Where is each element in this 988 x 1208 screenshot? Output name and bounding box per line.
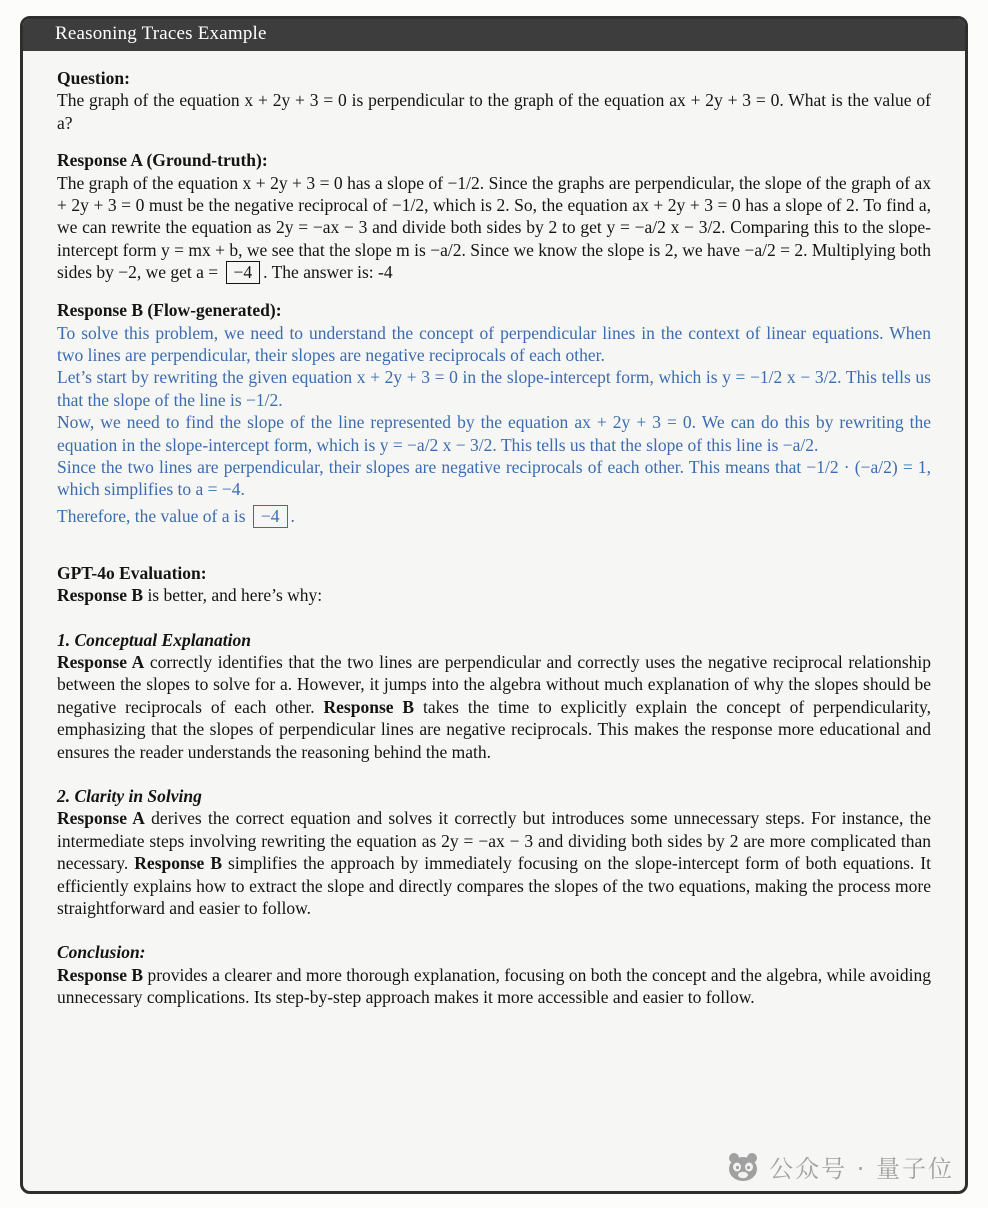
evaluation-conclusion-segment: provides a clearer and more thorough explanation, focusing on both the concept and the algebra, while avoiding unnecessary complications. Its step-by-step approach makes it more accessible and easier to follow. <box>57 964 932 1008</box>
response-b-paragraph-1: To solve this problem, we need to understand the concept of perpendicular lines in the context of linear equations. When two lines are perpendicular, their slopes are negative reciprocals of each other. <box>57 322 931 366</box>
question-text: The graph of the equation x + 2y + 3 = 0 is perpendicular to the graph of the equation ax + 2y + 3 = 0. What is the value of a? <box>57 90 931 133</box>
response-b-label: Response B <box>134 853 223 874</box>
evaluation-section-1 <box>57 629 931 763</box>
response-b-final-period: . <box>290 505 295 526</box>
question-block <box>57 67 931 134</box>
response-b-heading: Response B (Flow-generated): <box>57 300 282 321</box>
evaluation-section-2-heading: 2. Clarity in Solving <box>57 786 202 807</box>
response-b-answer-box: −4 <box>253 505 288 528</box>
response-a-text-after: . The answer is: -4 <box>263 262 393 283</box>
evaluation-intro-text: is better, and here’s why: <box>143 585 323 606</box>
panel-title: Reasoning Traces Example <box>55 23 267 44</box>
response-a-text: The graph of the equation x + 2y + 3 = 0 has a slope of −1/2. Since the graphs are perpendicular, the slope of the graph of ax + 2y + 3 = 0 must be the negative reciprocal of −1/2, which is 2. So, the equation ax + 2y + 3 = 0 has a slope of 2. To find a, we can rewrite the equation as 2y = −ax − 3 and divide both sides by 2 to get y = −a/2 x − 3/2. Comparing this to the slope-intercept form y = mx + b, we see that the slope m is −a/2. Since we know the slope is 2, we have −a/2 = 2. Multiplying both sides by −2, we get a = <box>57 172 931 283</box>
evaluation-intro <box>57 584 931 606</box>
watermark-text: 公众号 · 量子位 <box>769 1155 954 1183</box>
evaluation-section-2-segment-1: derives the correct equation and solves it correctly but introduces some unnecessary steps. For instance, the intermediate steps involving rewriting the equation as 2y = −ax − 3 and dividing both sides by 2 are more complicated than necessary. <box>57 808 931 874</box>
reasoning-traces-panel <box>20 16 968 1194</box>
response-a-label: Response A <box>57 652 145 673</box>
qbitai-panda-logo-icon <box>726 1151 760 1183</box>
response-b-final-line <box>57 505 931 528</box>
response-b-paragraph-4: Since the two lines are perpendicular, their slopes are negative reciprocals of each other. This means that −1/2 · (−a/2) = 1, which simplifies to a = −4. <box>57 456 931 500</box>
response-a-block <box>57 149 931 284</box>
evaluation-section-1-heading: 1. Conceptual Explanation <box>57 629 251 650</box>
response-b-body <box>57 322 931 528</box>
evaluation-section-2 <box>57 785 931 919</box>
evaluation-conclusion-heading: Conclusion: <box>57 942 146 963</box>
evaluation-intro-bold: Response B <box>57 585 144 606</box>
evaluation-section-1-text <box>57 651 931 763</box>
response-a-heading: Response A (Ground-truth): <box>57 150 268 171</box>
evaluation-block <box>57 562 931 607</box>
evaluation-section-1-segment-1: correctly identifies that the two lines are perpendicular and correctly uses the negative reciprocal relationship between the slopes to solve for a. However, it jumps into the algebra without much explanation of why the slopes should be negative reciprocals of each other. <box>57 652 931 717</box>
response-b-block <box>57 299 931 528</box>
response-b-label: Response B <box>323 696 415 717</box>
response-a-label: Response A <box>57 808 145 829</box>
response-b-paragraph-2: Let’s start by rewriting the given equation x + 2y + 3 = 0 in the slope-intercept form, which is y = −1/2 x − 3/2. This tells us that the slope of the line is −1/2. <box>57 367 931 410</box>
watermark <box>726 1149 954 1184</box>
evaluation-section-1-segment-2: takes the time to explicitly explain the concept of perpendicularity, emphasizing that the slopes of perpendicular lines are negative reciprocals. This makes the response more educational and ensures the reader understands the reasoning behind the math. <box>57 696 931 762</box>
response-b-final-text: Therefore, the value of a is <box>57 505 246 526</box>
response-a-answer-box: −4 <box>226 261 261 284</box>
response-b-paragraph-3: Now, we need to find the slope of the line represented by the equation ax + 2y + 3 = 0. We can do this by rewriting the equation in the slope-intercept form, which is y = −a/2 x − 3/2. This tells us that the slope of this line is −a/2. <box>57 412 931 455</box>
evaluation-section-2-segment-2: simplifies the approach by immediately focusing on the slope-intercept form of both equations. It efficiently explains how to extract the slope and directly compares the slopes of the two equations, making the process more straightforward and easier to follow. <box>57 853 931 918</box>
panel-title-bar <box>23 19 965 51</box>
evaluation-conclusion <box>57 941 931 1008</box>
response-b-label: Response B <box>57 964 144 985</box>
evaluation-heading: GPT-4o Evaluation: <box>57 562 207 583</box>
question-heading: Question: <box>57 68 130 88</box>
evaluation-conclusion-text <box>57 964 931 1009</box>
panel-content <box>23 51 965 1044</box>
evaluation-section-2-text <box>57 807 931 919</box>
